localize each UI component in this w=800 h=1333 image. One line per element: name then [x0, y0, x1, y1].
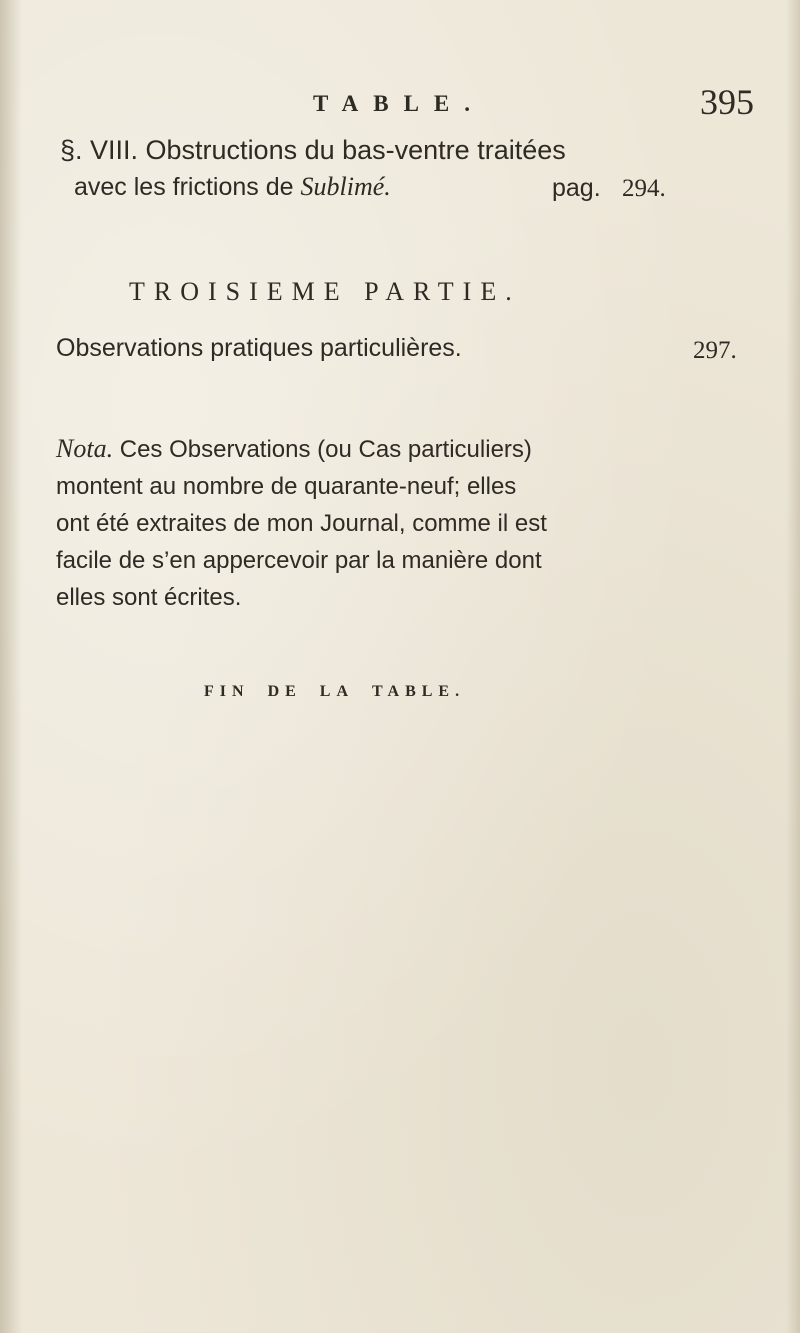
end-of-table-line	[204, 684, 465, 700]
nota-line-5: elles sont écrites.	[56, 584, 242, 611]
entry-viii-pag-label: pag.	[552, 174, 601, 202]
nota-line-3: ont été extraites de mon Journal, comme il est	[56, 510, 547, 537]
observations-page-ref: 297.	[693, 337, 737, 364]
entry-viii-page-ref: 294.	[622, 175, 666, 202]
fin-word-4: TABLE.	[372, 683, 466, 700]
fin-word-1: FIN	[204, 683, 250, 700]
fin-word-3: LA	[319, 683, 355, 700]
nota-paragraph	[56, 430, 641, 616]
fin-word-2: DE	[267, 683, 302, 700]
nota-line-1-text: Ces Observations (ou Cas particuliers)	[119, 436, 532, 463]
page-right-shadow	[786, 0, 800, 1333]
nota-lead: Nota.	[56, 434, 114, 463]
section-heading: TROISIEME PARTIE.	[129, 277, 521, 306]
nota-line-1	[56, 430, 641, 468]
entry-viii-line-2	[74, 174, 391, 200]
entry-viii-line-2-text: avec les frictions de	[74, 173, 301, 201]
nota-line-4: facile de s’en appercevoir par la manière dont	[56, 547, 542, 574]
page-number: 395	[700, 82, 754, 122]
nota-line-2: montent au nombre de quarante-neuf; elles	[56, 473, 517, 500]
page-left-shadow	[0, 0, 22, 1333]
running-header-title: TABLE.	[313, 91, 486, 116]
entry-viii-italic-term: Sublimé.	[300, 172, 391, 201]
entry-viii-line-1: §. VIII. Obstructions du bas-ventre traitées	[60, 135, 566, 165]
observations-entry: Observations pratiques particulières.	[56, 334, 462, 362]
